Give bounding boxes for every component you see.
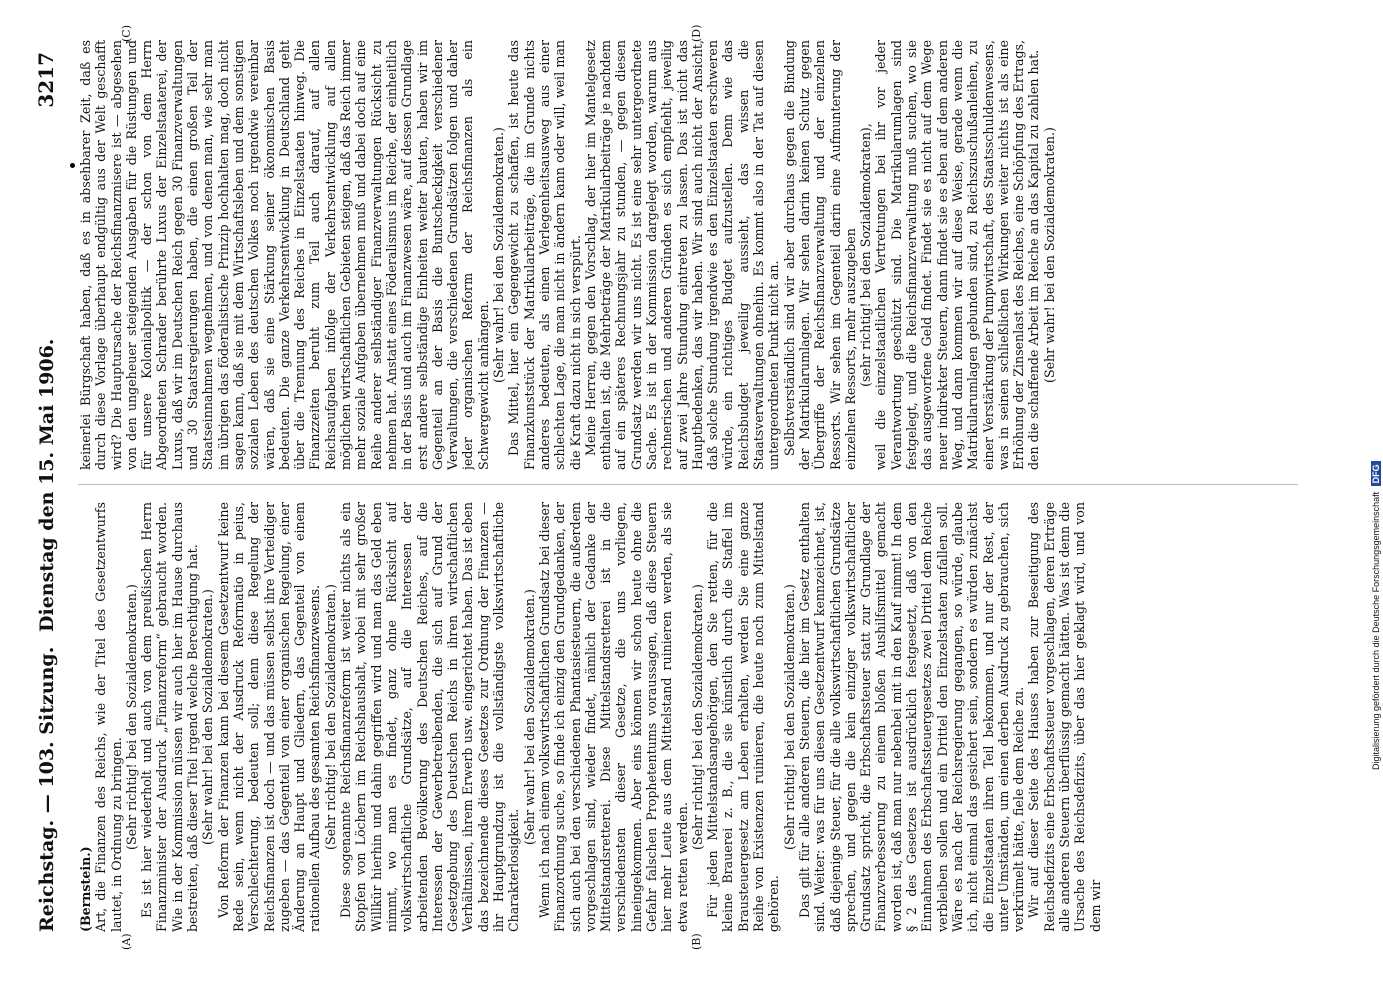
paragraph: Für jeden Mittelstandsangehörigen, den Sie retten, für die kleine Brauerei z. B., die sie künstlich durch die Staffel im Brausteuergesetz am Leben erhalten, werden Sie eine ganze Reihe von Existenzen ruinieren, die heute noch zum Mittelstand gehören. bbox=[705, 502, 782, 932]
credit-text: Digitalisierung gefördert durch die Deutsche Forschungsgemeinschaft bbox=[1371, 491, 1381, 770]
interjection: (Sehr wahr! bei den Sozialdemokraten.) bbox=[1041, 127, 1057, 383]
paragraph: keinerlei Bürgschaft haben, daß es in absehbarer Zeit, daß es durch diese Vorlage überhaupt endgültig aus der Welt geschafft wird? Die Hauptursache der Reichsfinanzmisere ist — abgesehen von den ungeheuer steigenden Ausgaben für die Rüstungen und für unsere Kolonialpolitik — der schon von dem Herrn Abgeordneten Schrader berührte Luxus der Einzelstaaterei, der Luxus, daß wir im Deutschen Reich gegen 30 Finanzverwaltungen und 30 Staatsregierungen haben, die einen großen Teil der Staatseinnahmen wegnehmen, und von denen man, wie sehr man im übrigen das föderalistische Prinzip hochhalten mag, doch nicht sagen kann, daß sie mit dem Wirtschaftsleben und dem sonstigen sozialen Leben des deutschen Volkes noch irgendwie vereinbar wären, daß sie eine Stärkung seiner ökonomischen Basis bedeuten. Die ganze Verkehrsentwicklung in Deutschland geht über die Trennung des Reiches in Einzelstaaten hinweg. Die Finanzzeiten beruht zum Teil auch darauf, auf allen Reichsaufgaben infolge der Verkehrsentwicklung auf allen möglichen wirtschaftlichen Gebieten steigen, daß das Reich immer mehr soziale Aufgaben übernehmen muß und dabei doch auf eine Reihe anderer selbständiger Finanzverwaltungen Rücksicht zu nehmen hat. Anstatt eines Föderalismus im Reiche, der einheitlich in der Basis und auch im Finanzwesen wäre, auf dessen Grundlage erst andere selbständige Einheiten weiter bauten, haben wir im Gegenteil an der Basis die Buntscheckigkeit verschiedener Verwaltungen, die verschiedenen Grundsätzen folgen und daher jeder organischen Reform der Reichsfinanzen als ein Schwergewicht anhängen. bbox=[78, 40, 491, 470]
digitization-credit bbox=[1357, 210, 1381, 770]
paragraph: Meine Herren, gegen den Vorschlag, der hier im Mantelgesetz enthalten ist, die Mehrbeträge der Matrikularbeiträge je nachdem auf ein späteres Rechnungsjahr zu stunden, — gegen diesen Grundsatz werden wir uns nicht. Es ist eine sehr untergeordnete Sache. Es ist in der Kommission dargelegt worden, warum aus rechnerischen und anderen Gründen es sich empfiehlt, jeweilig auf zwei Jahre Stundung eintreten zu lassen. Das ist nicht das Hauptbedenken, das wir haben. Wir sind auch nicht der Ansicht, daß solche Stundung irgendwie es den Einzelstaaten erschweren würde, ein richtiges Budget aufzustellen. Denn wie das Reichsbudget jeweilig aussieht, das wissen die Staatsverwaltungen ohnehin. Es kommt also in der Tat auf diesen untergeordneten Punkt nicht an. bbox=[582, 40, 782, 470]
interjection: (Sehr wahr! bei den Sozialdemokraten.) bbox=[521, 589, 537, 845]
speaker-name: (Bernstein.) bbox=[78, 846, 93, 932]
header-date: Dienstag den 15. Mai 1906. bbox=[36, 338, 58, 632]
margin-marker-b: (B) bbox=[690, 933, 703, 950]
paragraph: Diese sogenannte Reichsfinanzreform ist weiter nichts als ein Stopfen von Löchern im Reichshaushalt, wobei mit sehr großer Willkür hierhin und dahin gegriffen wird und man das Geld eben nimmt, wo man es findet, ganz ohne Rücksicht auf volkswirtschaftliche Grundsätze, auf die Interessen der arbeitenden Bevölkerung des Deutschen Reiches, auf die Interessen der Gewerbetreibenden, die sich auf Grund der Gesetzgebung des Deutschen Reichs in ihren wirtschaftlichen Verhältnissen, ihrem Erwerb usw. eingerichtet haben. Das ist eben das bezeichnende dieses Gesetzes zur Ordnung der Finanzen — ihr Hauptgrundzug ist die vollständigste volkswirtschaftliche Charakterlosigkeit. bbox=[338, 502, 522, 932]
interjection: (Sehr richtig! bei den Sozialdemokraten.) bbox=[322, 584, 338, 850]
paragraph: Von Reform der Finanzen kann bei diesem Gesetzentwurf keine Rede sein, wenn nicht der Ausdruck Reformatio in peius, Verschlechterung, bedeuten soll; denn diese Regelung der Reichsfinanzen ist doch — und das müssen selbst ihre Verteidiger zugeben — das Gegenteil von einer organischen Regelung, einer Änderung an Haupt und Gliedern, das Gegenteil von einem rationellen Aufbau des gesamten Reichsfinanzwesens. bbox=[215, 502, 323, 932]
margin-marker-a: (A) bbox=[120, 933, 133, 950]
paragraph: Selbstverständlich sind wir aber durchaus gegen die Bindung der Matrikularumlagen. Wir sehen darin keinen Schutz gegen Übergriffe der Reichsfinanzverwaltung und der einzelnen Ressorts. Wir sehen im Gegenteil darin eine Aufmunterung der einzelnen Ressorts, mehr auszugeben bbox=[781, 40, 858, 470]
paragraph: Es ist hier wiederholt und auch von dem preußischen Herrn Finanzminister der Ausdruck „Finanzreform“ gebraucht worden. Wie in der Kommission müssen wir auch hier im Hause durchaus bestreiten, daß dieser Titel irgend welche Berechtigung hat. bbox=[139, 502, 201, 932]
right-column bbox=[78, 40, 1298, 470]
interjection: (sehr richtig! bei den Sozialdemokraten), bbox=[858, 123, 874, 387]
paragraph: Wenn ich nach einem volkswirtschaftlichen Grundsatz bei dieser Finanzordnung suche, so finde ich einzig den Grundgedanken, der sich auch bei den verschiedenen Phantasiesteuern, die außerdem vorgeschlagen sind, wieder findet, nämlich der Gedanke der Mittelstandsretterei. Diese Mittelstandsretterei ist in die verschiedensten dieser Gesetze, die uns vorliegen, hineingekommen. Aber eins können wir schon heute ohne die Gefahr falschen Prophetentums voraussagen, daß diese Steuern hier mehr Leute aus dem Mittelstand ruinieren werden, als sie etwa retten werden. bbox=[536, 502, 690, 932]
paragraph: Art, die Finanzen des Reichs, wie der Titel des Gesetzentwurfs lautet, in Ordnung zu bringen. bbox=[93, 502, 124, 932]
interjection: (Sehr wahr! bei den Sozialdemokraten.) bbox=[491, 127, 507, 383]
left-column bbox=[78, 502, 1298, 932]
interjection: (Sehr richtig! bei den Sozialdemokraten.) bbox=[781, 584, 797, 850]
ink-dot bbox=[70, 163, 75, 168]
page-header bbox=[28, 52, 68, 932]
margin-marker-c: (C) bbox=[120, 25, 133, 42]
paragraph: Wir auf dieser Seite des Hauses haben zur Beseitigung des Reichsdefizits eine Erbschaftssteuer vorgeschlagen, deren Erträge alle anderen Steuern überflüssig gemacht hätten. Was ist denn die Ursache des Reichsdefizits, über das hier geklagt wird, und von dem wir bbox=[1026, 502, 1103, 932]
paragraph: Das Mittel, hier ein Gegengewicht zu schaffen, ist heute das Finanzkunststück der Matrikularbeiträge, die im Grunde nichts anderes bedeuten, als einen Verlegenheitsausweg aus einer schlechten Lage, die man nicht in ändern kann oder will, weil man die Kraft dazu nicht in sich verspürt. bbox=[506, 40, 583, 470]
paragraph: weil die einzelstaatlichen Vertretungen bei ihr vor jeder Verantwortung geschützt sind. Die Matrikularumlagen sind festgelegt, und die Reichsfinanzverwaltung muß suchen, wo sie das ausgeworfene Geld findet. Findet sie es nicht auf dem Wege neuer indirekter Steuern, dann findet sie es eben auf dem anderen Weg, und dann kommen wir auf diese Weise, gerade wenn die Matrikularumlagen gebunden sind, zu Reichszuschußanleihen, zu einer Verstärkung der Pumpwirtschaft, des Staatsschuldenwesens, was in seinen schließlichen Wirkungen weiter nichts ist als eine Erhöhung der Zinsenlast des Reiches, eine Schöpfung des Ertrags, den die schaffende Arbeit im Reiche an das Kapital zu zahlen hat. bbox=[873, 40, 1042, 470]
interjection: (Sehr richtig! bei den Sozialdemokraten.) bbox=[123, 584, 139, 850]
header-session: Reichstag. — 103. Sitzung. bbox=[36, 646, 58, 932]
margin-marker-d: (D) bbox=[690, 24, 703, 42]
paragraph: Das gilt für alle anderen Steuern, die hier im Gesetz enthalten sind. Weiter: was für uns diesen Gesetzentwurf kennzeichnet, ist, daß diejenige Steuer, für die alle volkswirtschaftlichen Grundsätze sprechen, und gegen die kein einziger volkswirtschaftlicher Grundsatz spricht, die Erbschaftssteuer statt zur Grundlage der Finanzverbesserung zu einem bloßen Aushilfsmittel gemacht worden ist, daß man nur nebenbei mit in den Kauf nimmt! In dem § 2 des Gesetzes ist ausdrücklich festgesetzt, daß von den Einnahmen des Erbschaftssteuergesetzes zwei Drittel dem Reiche verbleiben sollen und ein Drittel den Einzelstaaten zufallen soll. Wäre es nach der Reichsregierung gegangen, so würde, glaube ich, nicht einmal das gesichert sein, sondern es würden zunächst die Einzelstaaten ihren Teil bekommen, und nur der Rest, der unter Umständen, um einen derben Ausdruck zu gebrauchen, sich verkrümelt hätte, fiele dem Reiche zu. bbox=[796, 502, 1027, 932]
header-page-number: 3217 bbox=[34, 52, 58, 108]
interjection: (Sehr wahr! bei den Sozialdemokraten.) bbox=[200, 589, 216, 845]
column-divider bbox=[78, 484, 1298, 485]
dfg-logo-badge: DFG bbox=[1371, 461, 1381, 486]
interjection: (Sehr richtig! bei den Sozialdemokraten.) bbox=[689, 584, 705, 850]
